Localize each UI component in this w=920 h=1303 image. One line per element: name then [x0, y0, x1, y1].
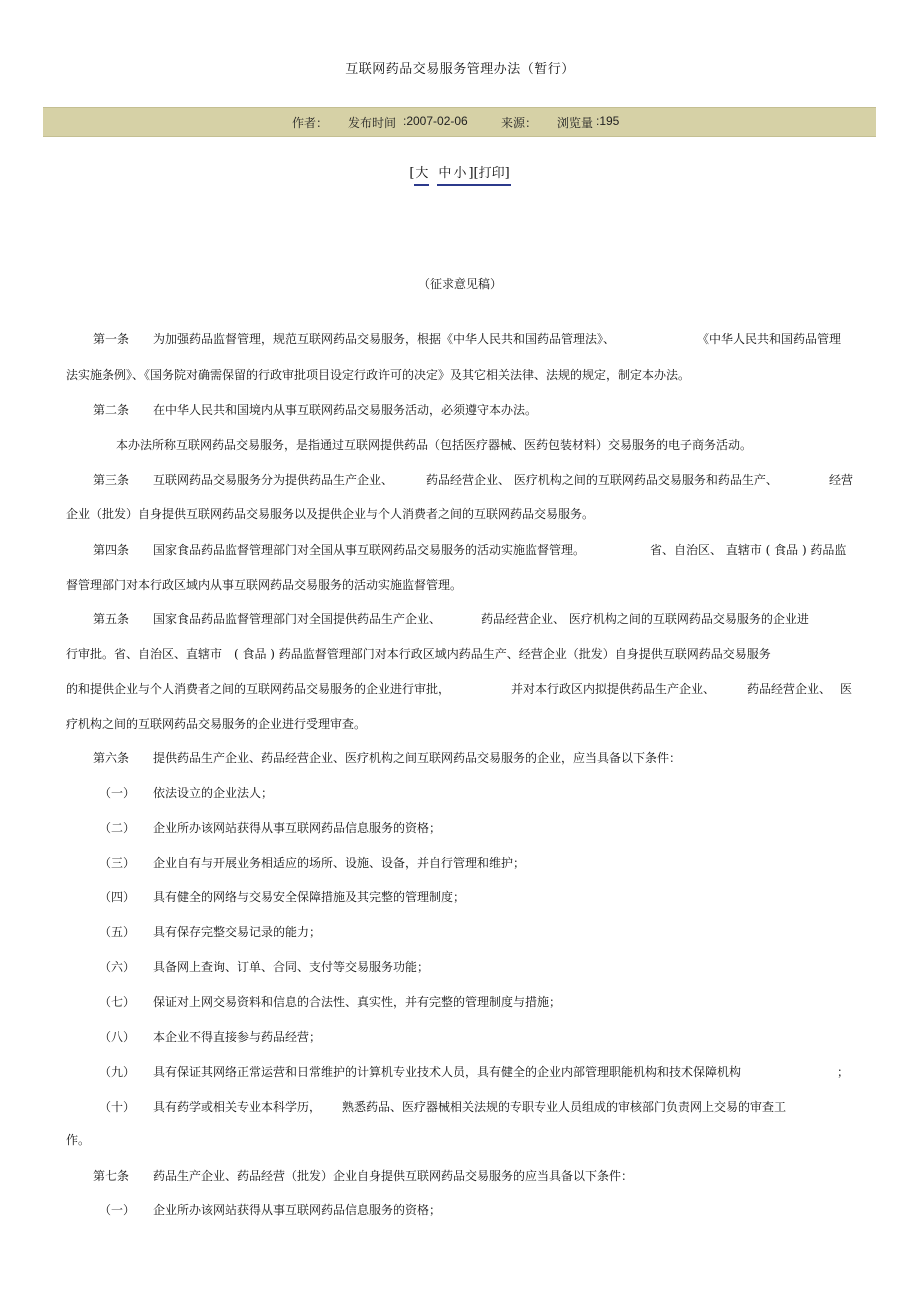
article-2-line-1: 第二条 在中华人民共和国境内从事互联网药品交易服务活动，必须遵守本办法。: [93, 403, 538, 417]
article-7-item-1: （一） 企业所办该网站获得从事互联网药品信息服务的资格；: [99, 1203, 442, 1217]
article-6-item-10-wrap: 作。: [66, 1133, 91, 1147]
article-2-line-2: 本办法所称互联网药品交易服务，是指通过互联网提供药品（包括医疗器械、医药包装材料）交易服务的电子商务活动。: [116, 438, 753, 452]
article-3-line-1: 第三条 互联网药品交易服务分为提供药品生产企业、: [93, 473, 394, 487]
article-5-line-2: 行审批。省、自治区、直辖市 ( 食品 ) 药品监督管理部门对本行政区域内药品生产、经营企业（批发）自身提供互联网药品交易服务: [66, 647, 771, 661]
article-6-item-3: （三） 企业自有与开展业务相适应的场所、设施、设备，并自行管理和维护；: [99, 856, 526, 870]
article-1-line-1-tail: 《中华人民共和国药品管理: [697, 332, 842, 346]
article-5-line-1: 第五条 国家食品药品监督管理部门对全国提供药品生产企业、: [93, 612, 442, 626]
source-label: 来源：: [501, 116, 538, 130]
article-1-line-1: 第一条 为加强药品监督管理，规范互联网药品交易服务，根据《中华人民共和国药品管理法》、: [93, 332, 616, 346]
page-title: 互联网药品交易服务管理办法（暂行）: [345, 62, 575, 77]
article-5-line-4: 疗机构之间的互联网药品交易服务的企业进行受理审查。: [66, 717, 367, 731]
article-6-item-5: （五） 具有保存完整交易记录的能力；: [99, 925, 322, 939]
article-6-item-6: （六） 具备网上查询、订单、合同、支付等交易服务功能；: [99, 960, 430, 974]
article-5-line-3-mid2: 药品经营企业、: [747, 682, 832, 696]
article-6-item-10-tail: 熟悉药品、医疗器械相关法规的专职专业人员组成的审核部门负责网上交易的审查工: [342, 1100, 787, 1114]
article-6-item-9: （九） 具有保证其网络正常运营和日常维护的计算机专业技术人员，具有健全的企业内部管理职能机构和技术保障机构: [99, 1065, 742, 1079]
article-5-line-3-tail: 医: [840, 682, 853, 696]
view-count-label: 浏览量: [557, 116, 594, 130]
article-7-line-1: 第七条 药品生产企业、药品经营（批发）企业自身提供互联网药品交易服务的应当具备以下条件：: [93, 1169, 634, 1183]
article-6-item-4: （四） 具有健全的网络与交易安全保障措施及其完整的管理制度；: [99, 890, 466, 904]
article-6-item-2: （二） 企业所办该网站获得从事互联网药品信息服务的资格；: [99, 821, 442, 835]
article-4-line-1-tail: 省、自治区、 直辖市 ( 食品 ) 药品监: [650, 543, 847, 557]
publish-date-label: 发布时间: [348, 116, 397, 130]
article-6-item-8: （八） 本企业不得直接参与药品经营；: [99, 1030, 322, 1044]
article-6-item-7: （七） 保证对上网交易资料和信息的合法性、真实性，并有完整的管理制度与措施；: [99, 995, 562, 1009]
article-4-line-2: 督管理部门对本行政区域内从事互联网药品交易服务的活动实施监督管理。: [66, 578, 463, 592]
draft-subtitle: （征求意见稿）: [417, 277, 502, 291]
publish-date-value: :2007-02-06: [403, 114, 468, 128]
article-5-line-3-mid: 并对本行政区内拟提供药品生产企业、: [511, 682, 716, 696]
font-size-controls: [0, 162, 920, 186]
article-5-line-1-tail: 药品经营企业、 医疗机构之间的互联网药品交易服务的企业进: [481, 612, 809, 626]
article-6-item-9-tail: ；: [837, 1065, 850, 1079]
article-3-line-1-tail: 经营: [829, 473, 854, 487]
article-6-line-1: 第六条 提供药品生产企业、药品经营企业、医疗机构之间互联网药品交易服务的企业，应当具备以下条件：: [93, 751, 682, 765]
article-4-line-1: 第四条 国家食品药品监督管理部门对全国从事互联网药品交易服务的活动实施监督管理。: [93, 543, 586, 557]
article-6-item-1: （一） 依法设立的企业法人；: [99, 786, 274, 800]
article-6-item-10: （十） 具有药学或相关专业本科学历，: [99, 1100, 322, 1114]
view-count-value: :195: [596, 114, 620, 128]
bracket-open: [: [409, 166, 415, 181]
article-3-line-2: 企业（批发）自身提供互联网药品交易服务以及提供企业与个人消费者之间的互联网药品交易服务。: [66, 507, 595, 521]
author-label: 作者：: [292, 116, 329, 130]
article-1-line-2: 法实施条例》、《国务院对确需保留的行政审批项目设定行政许可的决定》及其它相关法律、法规的规定，制定本办法。: [66, 368, 691, 382]
font-small-link[interactable]: 小: [452, 162, 467, 186]
article-5-line-3: 的和提供企业与个人消费者之间的互联网药品交易服务的企业进行审批，: [66, 682, 451, 696]
print-link[interactable]: ][打印]: [467, 162, 510, 186]
font-medium-link[interactable]: 中: [437, 162, 452, 186]
article-3-line-1-mid: 药品经营企业、 医疗机构之间的互联网药品交易服务和药品生产、: [426, 473, 778, 487]
article-meta-bar: [43, 107, 876, 137]
font-large-link[interactable]: 大: [414, 162, 429, 186]
